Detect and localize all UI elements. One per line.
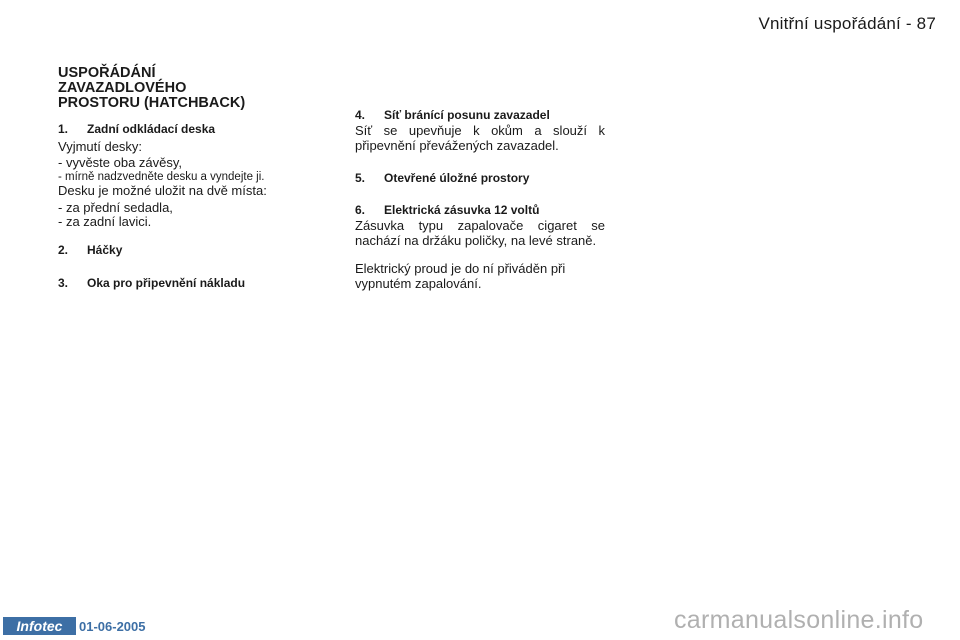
heading-label: Zadní odkládací deska [87, 122, 216, 136]
storage-place: - za zadní lavici. [58, 214, 152, 229]
heading-label: Síť bránící posunu zavazadel [384, 108, 550, 122]
watermark-text: carmanualsonline.info [674, 606, 924, 634]
removal-step: - mírně nadzvedněte desku a vyndejte ji. [58, 171, 265, 183]
heading-label: Oka pro připevnění nákladu [87, 276, 246, 290]
section-title [58, 66, 318, 111]
power-socket-note: Elektrický proud je do ní přiváděn při vypnutém zapalování. [355, 261, 566, 291]
luggage-net-text: Síť se upevňuje k okům a slouží k připevnění převážených zavazadel. [355, 123, 605, 153]
heading-power-socket [355, 203, 605, 217]
infotec-logo: Infotec [3, 617, 76, 635]
heading-anchor-rings [58, 276, 245, 290]
storage-place: - za přední sedadla, [58, 200, 173, 215]
removal-intro: Vyjmutí desky: [58, 139, 143, 154]
heading-number: 5. [355, 171, 366, 185]
title-line: ZAVAZADLOVÉHO [58, 80, 187, 96]
heading-number: 6. [355, 203, 366, 217]
heading-number: 3. [58, 276, 69, 290]
heading-label: Elektrická zásuvka 12 voltů [384, 203, 540, 217]
storage-intro: Desku je možné uložit na dvě místa: [58, 183, 267, 198]
heading-number: 4. [355, 108, 366, 122]
heading-number: 2. [58, 243, 69, 257]
heading-number: 1. [58, 122, 69, 136]
removal-step: - vyvěste oba závěsy, [58, 155, 183, 170]
heading-hooks [58, 243, 122, 257]
page-header: Vnitřní uspořádání - 87 [758, 14, 936, 33]
heading-label: Háčky [87, 243, 123, 257]
heading-open-storage [355, 171, 605, 185]
footer-date: 01-06-2005 [79, 619, 146, 634]
heading-luggage-net [355, 108, 605, 122]
title-line: USPOŘÁDÁNÍ [58, 65, 156, 81]
heading-label: Otevřené úložné prostory [384, 171, 530, 185]
power-socket-location: Zásuvka typu zapalovače cigaret se nachází na držáku poličky, na levé straně. [355, 218, 605, 248]
heading-rear-shelf [58, 122, 215, 136]
title-line: PROSTORU (HATCHBACK) [58, 95, 246, 111]
